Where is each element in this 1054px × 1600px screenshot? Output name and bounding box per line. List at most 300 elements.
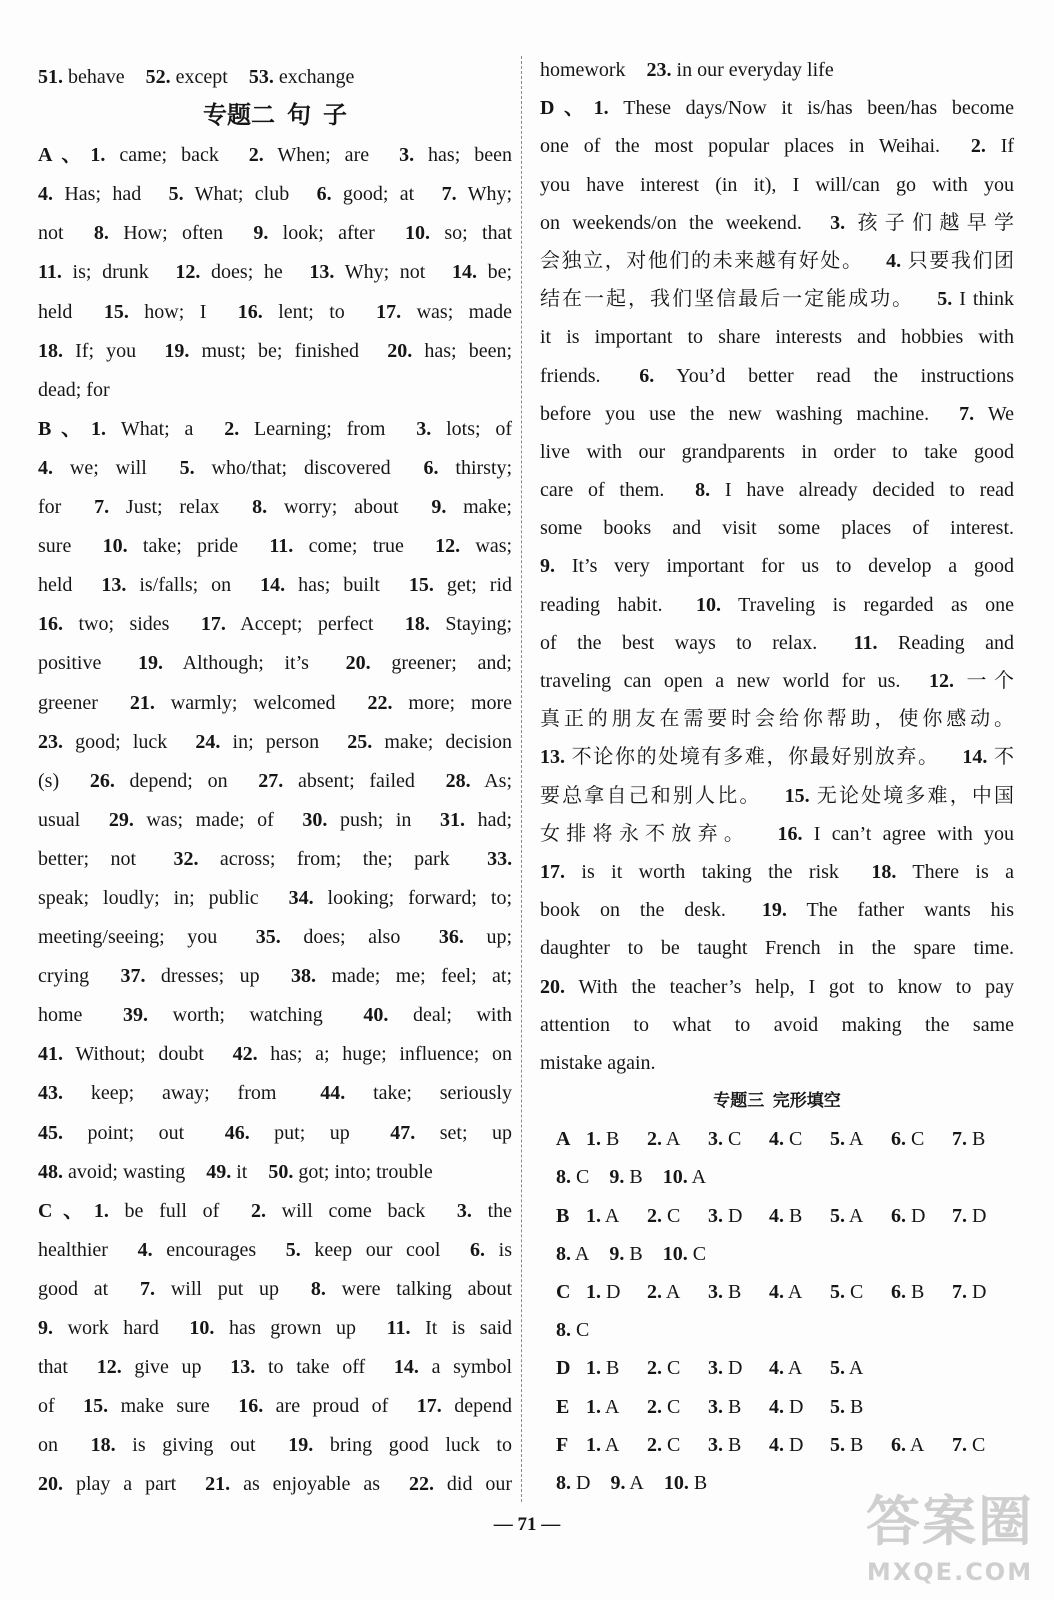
item-number: 3.	[399, 144, 415, 167]
text-line	[540, 586, 1014, 624]
answer-item	[540, 479, 664, 501]
answer-text: speak; loudly; in; public	[38, 886, 259, 909]
answer-item	[38, 613, 169, 635]
item-number: 5.	[168, 183, 184, 206]
answer-item	[540, 97, 1014, 119]
answer-item	[387, 340, 512, 362]
item-number: 4.	[886, 249, 902, 272]
answer-item	[38, 1082, 276, 1104]
cloze-row	[540, 1120, 1014, 1158]
answer-text: lots; of	[446, 417, 513, 440]
answer-text: What; a	[120, 417, 194, 440]
answer-text: reading habit.	[540, 593, 663, 616]
text-line	[38, 1192, 512, 1231]
answer-text: mistake again.	[540, 1051, 656, 1074]
answer-text: must; be; finished	[201, 339, 360, 362]
answer-section	[38, 410, 512, 1192]
cloze-answer	[586, 1388, 647, 1426]
item-number: 13.	[101, 574, 127, 597]
cloze-answer	[647, 1197, 708, 1235]
answer-text: the	[487, 1199, 513, 1222]
item-number: 18.	[871, 860, 897, 883]
answer-text: absent; failed	[298, 769, 415, 792]
answer-item	[540, 250, 864, 272]
answer-text: warmly; welcomed	[170, 691, 336, 714]
answer-item	[38, 887, 259, 909]
answer-item	[38, 183, 141, 205]
answer-item	[647, 59, 834, 81]
cloze-group-label: D	[556, 1357, 571, 1380]
cloze-answer	[609, 1158, 642, 1196]
answer-text: on weekends/on the weekend.	[540, 211, 802, 234]
item-number: 14.	[393, 1356, 419, 1379]
answer-item	[457, 1200, 512, 1222]
cloze-answer	[830, 1197, 891, 1235]
item-number: 1.	[586, 1357, 601, 1380]
answer-text: A	[909, 1433, 925, 1456]
item-number: 37.	[120, 965, 146, 988]
answer-text: D	[728, 1357, 743, 1380]
answer-text: for	[38, 496, 62, 519]
answer-section	[38, 1192, 512, 1505]
answer-item	[302, 809, 411, 831]
answer-text: C	[728, 1128, 742, 1151]
answer-text: it	[236, 1160, 248, 1183]
answer-text: A	[665, 1281, 681, 1303]
answer-text: it is important to share interests and hobbies with	[540, 326, 1014, 349]
text-line	[540, 509, 1014, 547]
answer-text: a symbol	[431, 1356, 513, 1379]
answer-text: deal; with	[413, 1004, 513, 1027]
answer-text: C	[576, 1319, 590, 1342]
text-line	[38, 253, 512, 292]
answer-text: encourages	[166, 1238, 257, 1261]
answer-item	[38, 1356, 68, 1378]
item-number: D、1.	[540, 97, 609, 120]
cloze-group-label: E	[556, 1395, 570, 1418]
cloze-answer	[891, 1197, 952, 1235]
answer-text: Without; doubt	[75, 1043, 204, 1066]
text-line	[38, 136, 512, 175]
text-line	[38, 723, 512, 762]
cloze-group-label: A	[556, 1128, 571, 1151]
cloze-answer	[708, 1273, 769, 1311]
cloze-answer	[647, 1426, 708, 1464]
item-number: 1.	[586, 1395, 601, 1418]
answer-text: B	[728, 1433, 742, 1456]
answer-item	[38, 1122, 184, 1144]
item-number: 15.	[408, 574, 434, 597]
item-number: 36.	[438, 926, 464, 949]
item-number: 15.	[83, 1395, 109, 1418]
answer-text: B	[911, 1281, 925, 1303]
answer-text: 真正的朋友在需要时会给你帮助，使你感动。	[540, 708, 1014, 731]
answer-item	[38, 926, 217, 948]
answer-text: B	[728, 1395, 742, 1418]
answer-item	[38, 574, 72, 596]
answer-item	[830, 212, 1014, 234]
answer-item	[286, 1239, 441, 1261]
answer-item	[762, 899, 1014, 921]
text-line	[540, 1006, 1014, 1044]
answer-item	[175, 261, 282, 283]
answer-text: There is a	[912, 860, 1015, 883]
answer-item	[309, 261, 425, 283]
text-line	[38, 684, 512, 723]
answer-item	[540, 59, 626, 81]
text-line	[38, 1035, 512, 1074]
text-line	[38, 918, 512, 957]
answer-text: A	[848, 1357, 864, 1380]
item-number: 5.	[830, 1433, 845, 1456]
answer-text: 不	[994, 746, 1015, 769]
answer-text: get; rid	[446, 574, 513, 597]
answer-text: did our	[446, 1473, 513, 1496]
answer-item	[38, 652, 101, 674]
answer-text: make sure	[120, 1395, 210, 1418]
answer-item	[38, 848, 136, 870]
answer-text: D	[576, 1471, 591, 1494]
item-number: C、1.	[38, 1199, 109, 1222]
answer-text: A	[848, 1204, 864, 1227]
cloze-row	[540, 1235, 1014, 1273]
answer-text: live with our grandparents in order to take good	[540, 440, 1014, 463]
item-number: 21.	[205, 1473, 231, 1496]
answer-item	[540, 403, 929, 425]
item-number: 2.	[647, 1128, 662, 1151]
item-number: 45.	[38, 1121, 63, 1144]
cloze-answer	[708, 1120, 769, 1158]
answer-text: has; been;	[424, 339, 513, 362]
answer-text: is; drunk	[72, 261, 149, 284]
answer-text: was;	[475, 535, 513, 558]
item-number: 1.	[586, 1128, 601, 1151]
item-number: 11.	[386, 1317, 411, 1339]
answer-item	[103, 535, 239, 557]
cloze-answer	[664, 1464, 707, 1502]
item-number: B、1.	[38, 417, 106, 440]
text-line	[540, 89, 1014, 127]
answer-item	[540, 861, 839, 883]
cloze-answer	[586, 1273, 647, 1311]
answer-item	[439, 926, 512, 948]
answer-text: up;	[486, 926, 513, 949]
item-number: 41.	[38, 1043, 63, 1066]
item-number: 5.	[830, 1281, 845, 1303]
answer-text: set; up	[439, 1121, 513, 1144]
text-line	[38, 1114, 512, 1153]
item-number: 15.	[784, 784, 810, 807]
item-number: 2.	[647, 1204, 662, 1227]
text-line	[540, 357, 1014, 395]
answer-text: keep our cool	[314, 1238, 441, 1261]
answer-text: make;	[463, 496, 512, 519]
answer-item	[38, 1004, 82, 1026]
answer-text: A	[604, 1395, 620, 1418]
answer-text: B	[606, 1128, 620, 1151]
answer-item	[446, 770, 512, 792]
answer-item	[540, 555, 1014, 577]
item-number: 2.	[647, 1395, 662, 1418]
item-number: 6.	[891, 1204, 906, 1227]
item-number: 8.	[93, 222, 109, 245]
text-line	[540, 1044, 1014, 1082]
answer-item	[540, 135, 940, 157]
answer-text: two; sides	[78, 613, 170, 636]
answer-text: I think	[959, 288, 1015, 311]
answer-text: Just; relax	[125, 496, 220, 519]
answer-text: We	[987, 402, 1015, 425]
answer-text: thirsty;	[455, 456, 513, 479]
item-number: 39.	[123, 1004, 149, 1027]
answer-text: was; made; of	[146, 808, 274, 831]
answer-text: to take off	[267, 1356, 366, 1379]
item-number: 17.	[416, 1395, 442, 1418]
answer-text: take; pride	[142, 535, 239, 558]
item-number: 7.	[952, 1433, 967, 1456]
answer-text: worry; about	[283, 496, 399, 519]
item-number: 18.	[90, 1434, 116, 1457]
text-line	[38, 566, 512, 605]
item-number: 8.	[556, 1471, 571, 1494]
item-number: 1.	[586, 1433, 601, 1456]
answer-text: got; into; trouble	[298, 1160, 433, 1183]
answer-text: be;	[487, 261, 513, 284]
item-number: 1.	[586, 1281, 601, 1303]
answer-text: point; out	[87, 1121, 185, 1144]
text-line	[540, 777, 1014, 815]
answer-item	[38, 692, 98, 714]
answer-item	[405, 613, 512, 635]
answer-text: It’s very important for us to develop a good	[571, 555, 1014, 578]
text-line	[540, 815, 1014, 853]
item-number: 6.	[316, 183, 332, 206]
item-number: 8.	[556, 1319, 571, 1342]
cloze-answer	[830, 1388, 891, 1426]
answer-text: on	[38, 1434, 58, 1457]
answer-text: dead; for	[38, 378, 110, 401]
answer-text: I can’t agree with you	[813, 822, 1015, 845]
answer-item	[253, 222, 374, 244]
cloze-answer	[663, 1158, 706, 1196]
item-number: 7.	[959, 402, 975, 425]
answer-text: come; true	[308, 535, 404, 558]
item-number: 19.	[164, 339, 190, 362]
page-number: — 71 —	[493, 1514, 561, 1535]
text-line	[540, 395, 1014, 433]
answer-text: depend; on	[129, 769, 228, 792]
answer-text: C	[850, 1281, 864, 1303]
cloze-answer	[891, 1273, 952, 1311]
answer-text: is	[498, 1238, 512, 1261]
text-line	[540, 127, 1014, 165]
item-number: 46.	[224, 1121, 250, 1144]
answer-item	[540, 1014, 1014, 1036]
answer-item	[540, 746, 940, 768]
cloze-answer	[830, 1349, 891, 1387]
answer-text: What; club	[194, 183, 290, 206]
answer-item	[38, 1278, 108, 1300]
answer-item	[38, 1161, 185, 1183]
cloze-heading: 专题三 完形填空	[713, 1091, 841, 1111]
text-line	[38, 214, 512, 253]
answer-text: A	[604, 1433, 620, 1456]
text-line	[38, 371, 512, 410]
answer-text: good; at	[342, 183, 415, 206]
item-number: 38.	[291, 965, 317, 988]
answer-item	[417, 1395, 512, 1417]
answer-text: crying	[38, 965, 90, 988]
answer-text: is giving out	[132, 1434, 256, 1457]
answer-item	[937, 288, 1014, 310]
item-number: 2.	[224, 417, 240, 440]
item-number: 2.	[250, 1199, 266, 1222]
answer-text: are proud of	[275, 1395, 389, 1418]
item-number: 40.	[363, 1004, 389, 1027]
item-number: 9.	[540, 555, 555, 578]
answer-text: C	[911, 1128, 925, 1151]
answer-text: D	[606, 1281, 621, 1303]
text-line	[38, 879, 512, 918]
cloze-answer	[586, 1197, 647, 1235]
answer-text: A	[604, 1204, 620, 1227]
answer-item	[390, 1122, 512, 1144]
answer-text: were talking about	[341, 1277, 513, 1300]
answer-text: Why;	[467, 183, 513, 206]
cloze-answer	[769, 1349, 830, 1387]
text-line	[540, 624, 1014, 662]
answer-text: so; that	[444, 222, 513, 245]
answer-item	[180, 457, 391, 479]
answer-item	[540, 937, 1014, 959]
answer-text: C	[667, 1357, 681, 1380]
text-line	[38, 175, 512, 214]
answer-item	[435, 535, 512, 557]
item-number: 3.	[708, 1204, 723, 1227]
section-heading: 专题二 句 子	[203, 103, 347, 130]
answer-text: 不论你的处境有多难，你最好别放弃。	[571, 746, 940, 769]
item-number: 33.	[487, 847, 513, 870]
cloze-answer	[769, 1120, 830, 1158]
answer-item	[540, 365, 601, 387]
item-number: 26.	[89, 769, 115, 792]
item-number: 14.	[451, 261, 477, 284]
item-number: 42.	[232, 1043, 258, 1066]
cloze-section	[540, 1082, 1014, 1502]
item-number: 13.	[230, 1356, 256, 1379]
answer-text: except	[175, 66, 228, 88]
cloze-group	[540, 1388, 1014, 1426]
answer-item	[540, 785, 762, 807]
answer-item	[38, 144, 219, 166]
answer-text: play a part	[75, 1473, 177, 1496]
answer-item	[405, 222, 512, 244]
item-number: 9.	[610, 1471, 626, 1494]
answer-item	[288, 1434, 512, 1456]
answer-item	[94, 222, 223, 244]
answer-text: attention to what to avoid making the same	[540, 1013, 1014, 1036]
text-line	[540, 280, 1014, 318]
answer-text: 结在一起，我们坚信最后一定能成功。	[540, 288, 915, 311]
item-number: 17.	[376, 300, 402, 323]
text-line	[38, 1231, 512, 1270]
answer-item	[854, 632, 1014, 654]
answer-item	[347, 731, 512, 753]
answer-text: D	[911, 1204, 926, 1227]
answer-item	[540, 1052, 656, 1074]
watermark	[852, 1488, 1048, 1596]
cloze-answer	[708, 1197, 769, 1235]
answer-text: in; person	[232, 730, 320, 753]
cloze-answer	[647, 1388, 708, 1426]
answer-text: D	[789, 1433, 804, 1456]
answer-text: A	[629, 1471, 644, 1494]
item-number: 8.	[310, 1277, 326, 1300]
item-number: 10.	[405, 222, 431, 245]
item-number: 12.	[435, 535, 461, 558]
answer-text: B	[972, 1128, 986, 1151]
item-number: 9.	[38, 1317, 53, 1339]
text-line	[38, 1309, 512, 1348]
item-number: 6.	[891, 1433, 906, 1456]
answer-text: was; made	[416, 300, 512, 323]
text-line	[38, 605, 512, 644]
answer-item	[206, 1161, 247, 1183]
item-number: 9.	[609, 1242, 625, 1265]
text-line	[540, 929, 1014, 967]
text-line	[540, 318, 1014, 356]
item-number: 19.	[138, 652, 164, 675]
item-number: 11.	[38, 261, 62, 284]
answer-text: B	[629, 1242, 643, 1265]
item-number: 5.	[830, 1128, 845, 1151]
cloze-answer	[769, 1426, 830, 1464]
right-column-text	[540, 51, 1014, 1082]
answer-item	[109, 809, 274, 831]
item-number: 6.	[423, 456, 439, 479]
cloze-row	[540, 1311, 1014, 1349]
cloze-row	[540, 1197, 1014, 1235]
answer-text: has; built	[298, 574, 380, 597]
item-number: 14.	[260, 574, 286, 597]
item-number: 4.	[769, 1357, 784, 1380]
item-number: 21.	[129, 691, 155, 714]
answer-section	[540, 89, 1014, 1082]
answer-text: B	[629, 1166, 643, 1189]
item-number: 3.	[830, 211, 846, 234]
answer-text: 要总拿自己和别人比。	[540, 784, 762, 807]
answer-text: As;	[484, 769, 513, 792]
answer-text: A	[848, 1128, 864, 1151]
item-number: 10.	[662, 1242, 688, 1265]
item-number: 44.	[320, 1082, 346, 1105]
answer-text: will put up	[170, 1277, 280, 1300]
cloze-row	[540, 1349, 1014, 1387]
answer-text: who/that; discovered	[211, 456, 391, 479]
text-line	[38, 840, 512, 879]
answer-text: more; more	[408, 691, 513, 714]
item-number: 7.	[952, 1204, 967, 1227]
answer-item	[540, 212, 802, 234]
item-number: 4.	[769, 1128, 784, 1151]
item-number: 3.	[456, 1199, 472, 1222]
answer-item	[785, 785, 1014, 807]
answer-item	[121, 965, 260, 987]
answer-text: of	[38, 1395, 55, 1418]
cloze-group	[540, 1120, 1014, 1196]
item-number: 5.	[179, 456, 195, 479]
item-number: 19.	[288, 1434, 314, 1457]
